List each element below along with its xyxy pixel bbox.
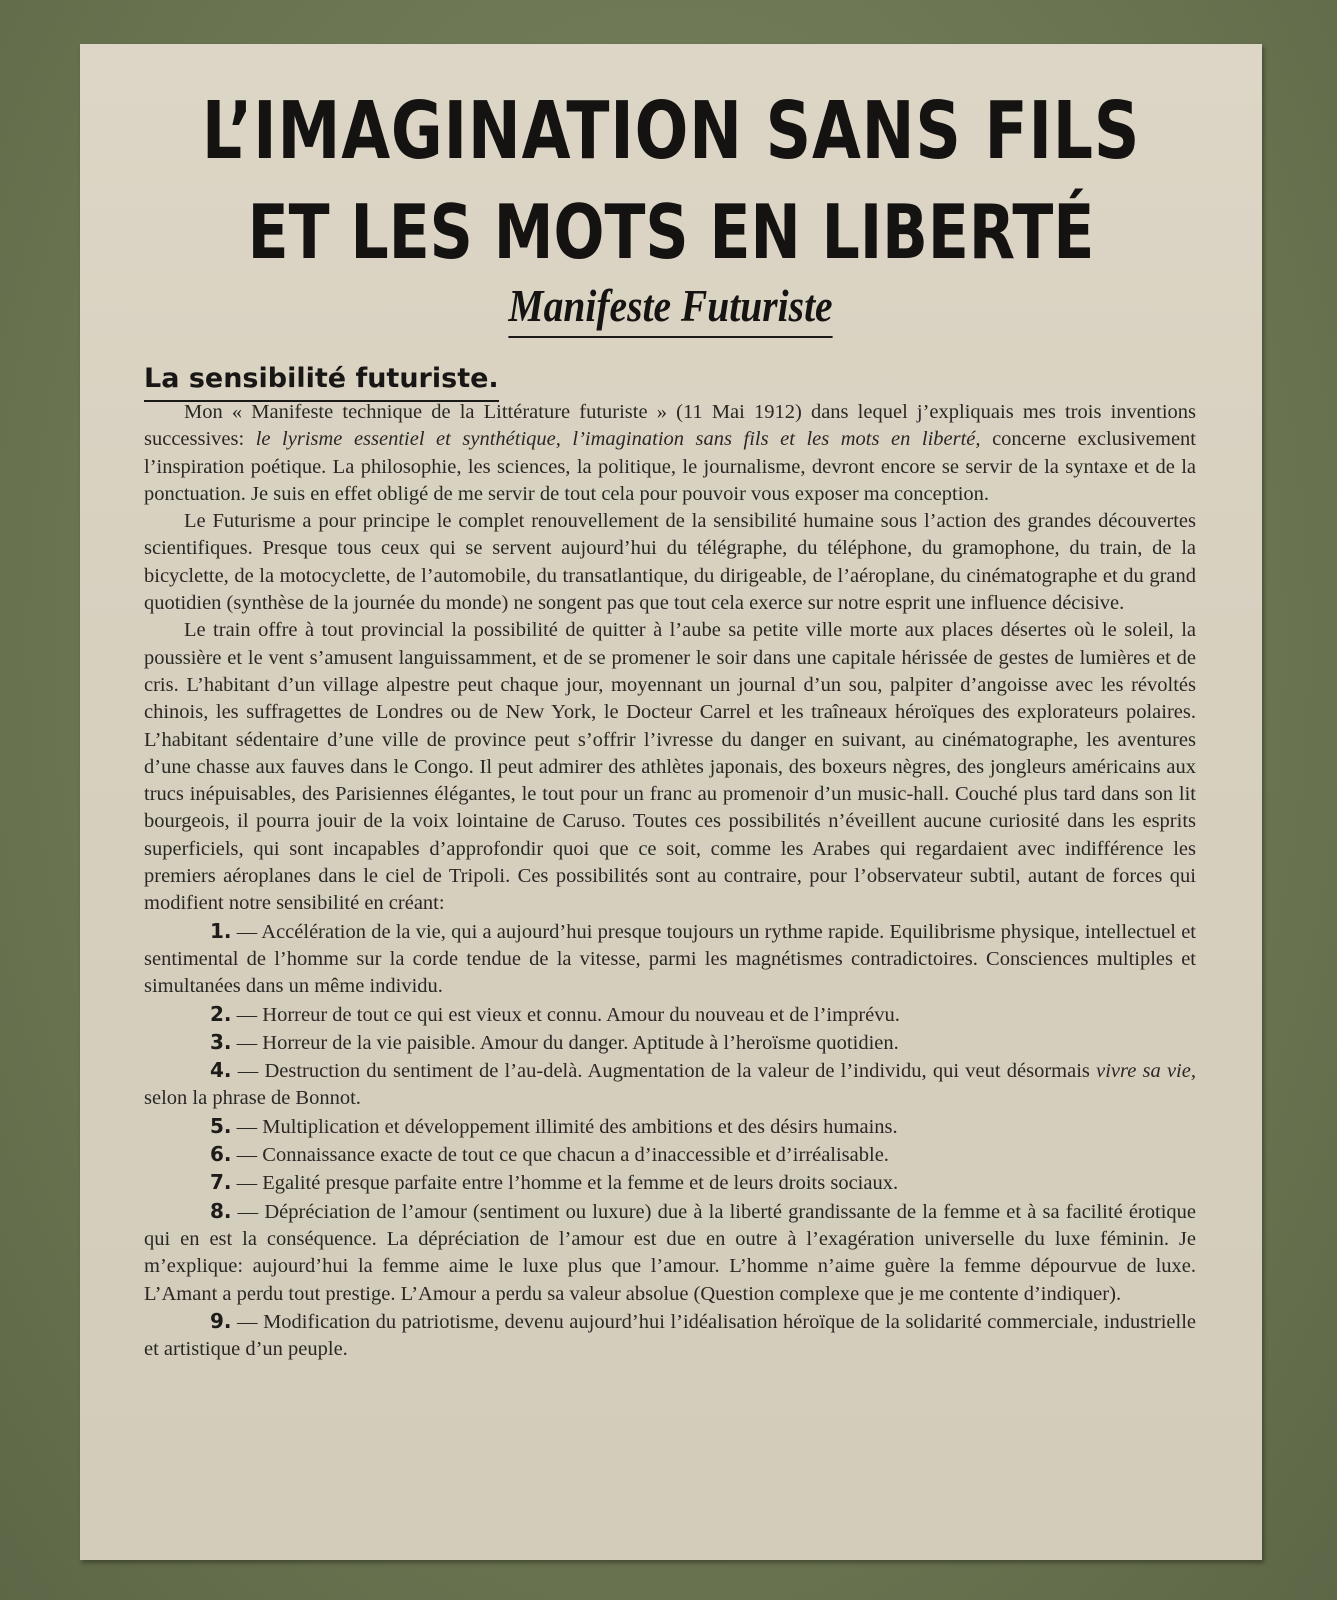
subtitle-wrap: [80, 282, 1262, 338]
list-item-5: 5. — Multiplication et développement illimité des ambitions et des désirs humains.: [210, 1113, 898, 1138]
paragraph-1: Mon « Manifeste technique de la Littérature futuriste » (11 Mai 1912) dans lequel j’expliquais mes trois inventions successives: le lyrisme essentiel et synthétique, l’imagination sans fils et les mots en liberté, concerne exclusivement l’inspiration poétique. La philosophie, les sciences, la politique, le journalisme, devront encore se servir de la syntaxe et de la ponctuation. Je suis en effet obligé de me servir de tout cela pour pouvoir vous exposer ma conception.: [144, 401, 1196, 505]
list-item-7: 7. — Egalité presque parfaite entre l’homme et la femme et de leurs droits sociaux.: [210, 1170, 899, 1195]
paragraph-2: Le Futurisme a pour principe le complet renouvellement de la sensibilité humaine sous l’action des grandes découvertes scientifiques. Presque tous ceux qui se servent aujourd’hui du télégraphe, du téléphone, du gramophone, du train, de la bicyclette, de la motocyclette, de l’automobile, du transatlantique, du dirigeable, de l’aéroplane, du cinématographe et du grand quotidien (synthèse de la journée du monde) ne songent pas que tout cela exerce sur notre esprit une influence décisive.: [144, 510, 1196, 615]
list-item-2: 2. — Horreur de tout ce qui est vieux et connu. Amour du nouveau et de l’imprévu.: [210, 1001, 900, 1026]
manifesto-page: [80, 44, 1262, 1560]
list-item-9: 9. — Modification du patriotisme, devenu aujourd’hui l’idéalisation héroïque de la solidarité commerciale, industrielle et artistique d’un peuple.: [144, 1308, 1196, 1361]
title-line-1: L’IMAGINATION SANS FILS: [201, 85, 1141, 177]
list-item-1: 1. — Accélération de la vie, qui a aujourd’hui presque toujours un rythme rapide. Equilibrisme physique, intellectuel et sentimental de l’homme sur la corde tendue de la vitesse, parmi les magnétismes contradictoires. Consciences multiples et simultanées dans un même individu.: [144, 918, 1196, 998]
body-text: [144, 399, 1196, 1363]
list-item-4: 4. — Destruction du sentiment de l’au-delà. Augmentation de la valeur de l’individu, qui veut désormais vivre sa vie, selon la phrase de Bonnot.: [144, 1058, 1196, 1110]
section-heading: La sensibilité futuriste.: [144, 362, 499, 402]
subtitle: Manifeste Futuriste: [509, 282, 833, 338]
list-item-3: 3. — Horreur de la vie paisible. Amour du danger. Aptitude à l’heroïsme quotidien.: [210, 1029, 899, 1054]
paragraph-3: Le train offre à tout provincial la possibilité de quitter à l’aube sa petite ville morte aux places désertes où le soleil, la poussière et le vent s’amusent languissamment, et de se promener le soir dans une capitale hérissée de gestes de lumières et de cris. L’habitant d’un village alpestre peut chaque jour, moyennant un journal d’un sou, palpiter d’angoisse avec les révoltés chinois, les suffragettes de Londres ou de New York, le Docteur Carrel et les traîneaux héroïques des explorateurs polaires. L’habitant sédentaire d’une ville de province peut s’offrir l’ivresse du danger en suivant, au cinématographe, les aventures d’une chasse aux fauves dans le Congo. Il peut admirer des athlètes japonais, des boxeurs nègres, des jongleurs américains aux trucs inépuisables, des Parisiennes élégantes, le tout pour un franc au promenoir d’un music-hall. Couché plus tard dans son lit bourgeois, il pourra jouir de la voix lointaine de Caruso. Toutes ces possibilités n’éveillent aucune curiosité dans les esprits superficiels, qui sont incapables d’approfondir quoi que ce soit, comme les Arabes qui regardaient avec indifférence les premiers aéroplanes dans le ciel de Tripoli. Ces possibilités sont au contraire, pour l’observateur subtil, autant de forces qui modifient notre sensibilité en créant:: [144, 619, 1196, 915]
title-line-2: ET LES MOTS EN LIBERTÉ: [247, 188, 1095, 276]
list-item-6: 6. — Connaissance exacte de tout ce que chacun a d’inaccessible et d’irréalisable.: [210, 1142, 889, 1167]
list-item-8: 8. — Dépréciation de l’amour (sentiment ou luxure) due à la liberté grandissante de la femme et à sa facilité érotique qui en est la conséquence. La dépréciation de l’amour est due en outre à l’exagération universelle du luxe féminin. Je m’explique: aujourd’hui la femme aime le luxe plus que l’amour. L’homme n’aime guère la femme dépourvue de luxe. L’Amant a perdu tout prestige. L’Amour a perdu sa valeur absolue (Question complexe que je me contente d’indiquer).: [144, 1198, 1196, 1305]
